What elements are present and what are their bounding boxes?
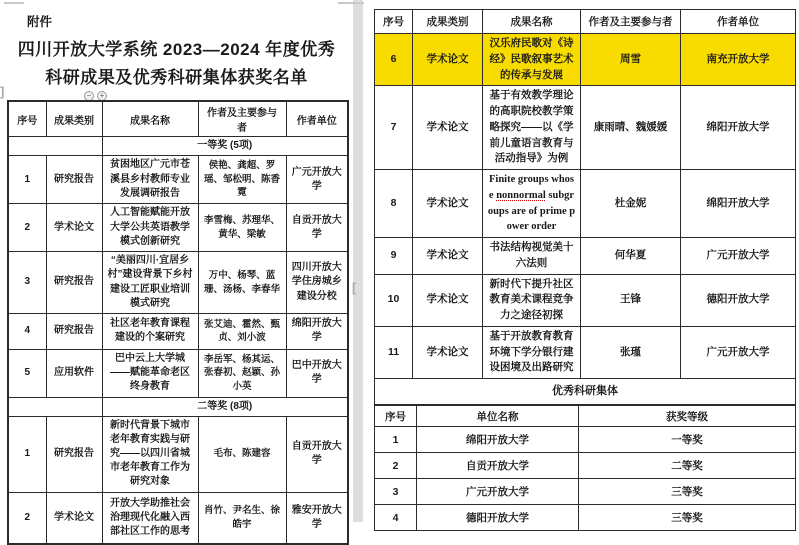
cell-authors: 侯艳、龚超、罗瑶、邹松明、陈香霓 xyxy=(198,156,286,204)
cell-no: 2 xyxy=(375,453,417,479)
col-header-unit-name: 单位名称 xyxy=(417,406,579,427)
cell-grade: 一等奖 xyxy=(579,427,796,453)
cell-unit: 绵阳开放大学 xyxy=(681,86,796,170)
cell-grade: 三等奖 xyxy=(579,479,796,505)
cell-unit-name: 自贡开放大学 xyxy=(417,453,579,479)
table-row xyxy=(375,505,796,531)
cell-no: 2 xyxy=(8,204,46,252)
cell-type: 应用软件 xyxy=(46,349,102,397)
cell-authors: 王锋 xyxy=(581,274,681,326)
document-title-line1: 四川开放大学系统 2023—2024 年度优秀 xyxy=(17,40,336,59)
cell-name: 基于开放教育教育环境下学分银行建设困境及出路研究 xyxy=(483,326,581,378)
cell-type: 研究报告 xyxy=(46,416,102,492)
cell-no: 1 xyxy=(8,416,46,492)
cell-name: 社区老年教育课程建设的个案研究 xyxy=(102,313,198,349)
page-divider xyxy=(353,0,363,522)
table-row xyxy=(375,453,796,479)
cell-authors: 周雪 xyxy=(581,34,681,86)
table-row xyxy=(375,326,796,378)
left-awards-table xyxy=(7,100,349,545)
table-row xyxy=(8,156,348,204)
section-row-first-prize xyxy=(8,137,348,156)
table-row xyxy=(8,416,348,492)
table-row xyxy=(375,274,796,326)
page-edge-mark xyxy=(338,2,364,4)
cell-type: 研究报告 xyxy=(46,156,102,204)
cell-name: 开放大学助推社会治理现代化融入西部社区工作的思考 xyxy=(102,492,198,544)
cell-unit: 德阳开放大学 xyxy=(681,274,796,326)
cell-unit: 南充开放大学 xyxy=(681,34,796,86)
col-header-grade: 获奖等级 xyxy=(579,406,796,427)
cell-authors: 毛布、陈建容 xyxy=(198,416,286,492)
cell-unit: 绵阳开放大学 xyxy=(286,313,348,349)
cell-type: 学术论文 xyxy=(46,204,102,252)
cell-name: 巴中云上大学城——赋能革命老区终身教育 xyxy=(102,349,198,397)
cell-no: 1 xyxy=(375,427,417,453)
cell-no: 5 xyxy=(8,349,46,397)
cell-authors: 肖竹、尹名生、徐皓宇 xyxy=(198,492,286,544)
paper-title-part: Finite groups whose xyxy=(488,174,574,201)
cell-unit-name: 德阳开放大学 xyxy=(417,505,579,531)
cell-unit: 自贡开放大学 xyxy=(286,416,348,492)
cell-type: 学术论文 xyxy=(413,86,483,170)
cell-unit: 巴中开放大学 xyxy=(286,349,348,397)
cell-unit: 四川开放大学住房城乡建设分校 xyxy=(286,252,348,314)
table-row xyxy=(8,313,348,349)
section-empty-cell xyxy=(8,137,102,156)
table-row xyxy=(375,86,796,170)
table-row xyxy=(375,427,796,453)
section-label: 一等奖 (5项) xyxy=(102,137,348,156)
cell-no: 9 xyxy=(375,238,413,275)
cell-no: 1 xyxy=(8,156,46,204)
table-header-row xyxy=(8,101,348,137)
col-header-unit: 作者单位 xyxy=(681,10,796,34)
document-title xyxy=(0,36,353,92)
cell-name: 汉乐府民歌对《诗经》民歌叙事艺术的传承与发展 xyxy=(483,34,581,86)
spellcheck-underlined-word: nonnormal xyxy=(496,189,546,201)
col-header-authors: 作者及主要参与者 xyxy=(581,10,681,34)
table-row xyxy=(8,204,348,252)
table-row xyxy=(8,349,348,397)
cell-type: 学术论文 xyxy=(413,170,483,238)
cell-authors: 何华夏 xyxy=(581,238,681,275)
col-header-no: 序号 xyxy=(375,406,417,427)
cell-no: 10 xyxy=(375,274,413,326)
cell-authors: 杜金妮 xyxy=(581,170,681,238)
cell-grade: 三等奖 xyxy=(579,505,796,531)
stray-bracket-artifact: ] xyxy=(0,84,5,99)
cell-type: 研究报告 xyxy=(46,313,102,349)
cell-type: 学术论文 xyxy=(413,34,483,86)
cell-no: 8 xyxy=(375,170,413,238)
stray-bracket-artifact: [ xyxy=(352,280,357,295)
cell-authors: 李雪梅、苏理华、黄华、梁敏 xyxy=(198,204,286,252)
col-header-type: 成果类别 xyxy=(46,101,102,137)
attachment-label: 附件 xyxy=(27,15,53,29)
col-header-authors: 作者及主要参与者 xyxy=(198,101,286,137)
col-header-no: 序号 xyxy=(8,101,46,137)
table-row xyxy=(375,170,796,238)
cell-name: 人工智能赋能开放大学公共英语教学模式创新研究 xyxy=(102,204,198,252)
cell-no: 11 xyxy=(375,326,413,378)
cell-unit: 雅安开放大学 xyxy=(286,492,348,544)
cell-name xyxy=(483,170,581,238)
cell-unit: 自贡开放大学 xyxy=(286,204,348,252)
cell-authors: 张瑾 xyxy=(581,326,681,378)
cell-unit: 广元开放大学 xyxy=(286,156,348,204)
cell-name: 贫困地区广元市苍溪县乡村教师专业发展调研报告 xyxy=(102,156,198,204)
cell-name: 新时代下提升社区教育美术课程竞争力之途径初探 xyxy=(483,274,581,326)
cell-authors: 张艾迪、霍然、甄贞、刘小波 xyxy=(198,313,286,349)
table-header-row xyxy=(375,406,796,427)
col-header-unit: 作者单位 xyxy=(286,101,348,137)
document-page-right xyxy=(371,0,799,522)
col-header-name: 成果名称 xyxy=(102,101,198,137)
cell-unit-name: 绵阳开放大学 xyxy=(417,427,579,453)
right-awards-table xyxy=(374,9,796,405)
section-row-second-prize xyxy=(8,397,348,416)
cell-name: 基于有效教学理论的高职院校教学策略探究——以《学前儿童语言教育与活动指导》为例 xyxy=(483,86,581,170)
cell-grade: 二等奖 xyxy=(579,453,796,479)
cell-no: 4 xyxy=(375,505,417,531)
cell-type: 学术论文 xyxy=(46,492,102,544)
cell-no: 7 xyxy=(375,86,413,170)
cell-authors: 康雨晴、魏媛媛 xyxy=(581,86,681,170)
cell-unit: 广元开放大学 xyxy=(681,238,796,275)
cell-type: 研究报告 xyxy=(46,252,102,314)
cell-authors: 万中、杨琴、蓝珊、汤杨、李春华 xyxy=(198,252,286,314)
cell-authors: 李岳军、杨其运、张春初、赵颖、孙小英 xyxy=(198,349,286,397)
cell-type: 学术论文 xyxy=(413,274,483,326)
table-row xyxy=(375,238,796,275)
cell-unit: 广元开放大学 xyxy=(681,326,796,378)
section-label: 二等奖 (8项) xyxy=(102,397,348,416)
cell-name: 书法结构视觉美十六法则 xyxy=(483,238,581,275)
table-header-row xyxy=(375,10,796,34)
collective-awards-table xyxy=(374,405,796,531)
expand-icon[interactable]: + xyxy=(97,91,107,101)
cell-no: 6 xyxy=(375,34,413,86)
col-header-no: 序号 xyxy=(375,10,413,34)
table-row xyxy=(375,479,796,505)
cell-name: “美丽四川·宜居乡村”建设背景下乡村建设工匠职业培训模式研究 xyxy=(102,252,198,314)
table-row-highlighted xyxy=(375,34,796,86)
table-row xyxy=(8,492,348,544)
document-page-left xyxy=(0,0,353,537)
col-header-type: 成果类别 xyxy=(413,10,483,34)
cell-no: 3 xyxy=(8,252,46,314)
cell-unit: 绵阳开放大学 xyxy=(681,170,796,238)
col-header-name: 成果名称 xyxy=(483,10,581,34)
page-edge-mark xyxy=(4,2,24,4)
collective-section-title: 优秀科研集体 xyxy=(375,379,796,405)
section-empty-cell xyxy=(8,397,102,416)
cell-no: 4 xyxy=(8,313,46,349)
cell-no: 2 xyxy=(8,492,46,544)
cell-type: 学术论文 xyxy=(413,238,483,275)
cell-no: 3 xyxy=(375,479,417,505)
collective-section-title-row xyxy=(375,379,796,405)
table-row xyxy=(8,252,348,314)
cell-name: 新时代背景下城市老年教育实践与研究——以四川省城市老年教育工作为研究对象 xyxy=(102,416,198,492)
document-title-line2: 科研成果及优秀科研集体获奖名单 xyxy=(45,68,308,88)
cell-unit-name: 广元开放大学 xyxy=(417,479,579,505)
collapse-icon[interactable]: − xyxy=(84,91,94,101)
paper-title-part: subgroups are of prime power order xyxy=(487,189,576,233)
cell-type: 学术论文 xyxy=(413,326,483,378)
